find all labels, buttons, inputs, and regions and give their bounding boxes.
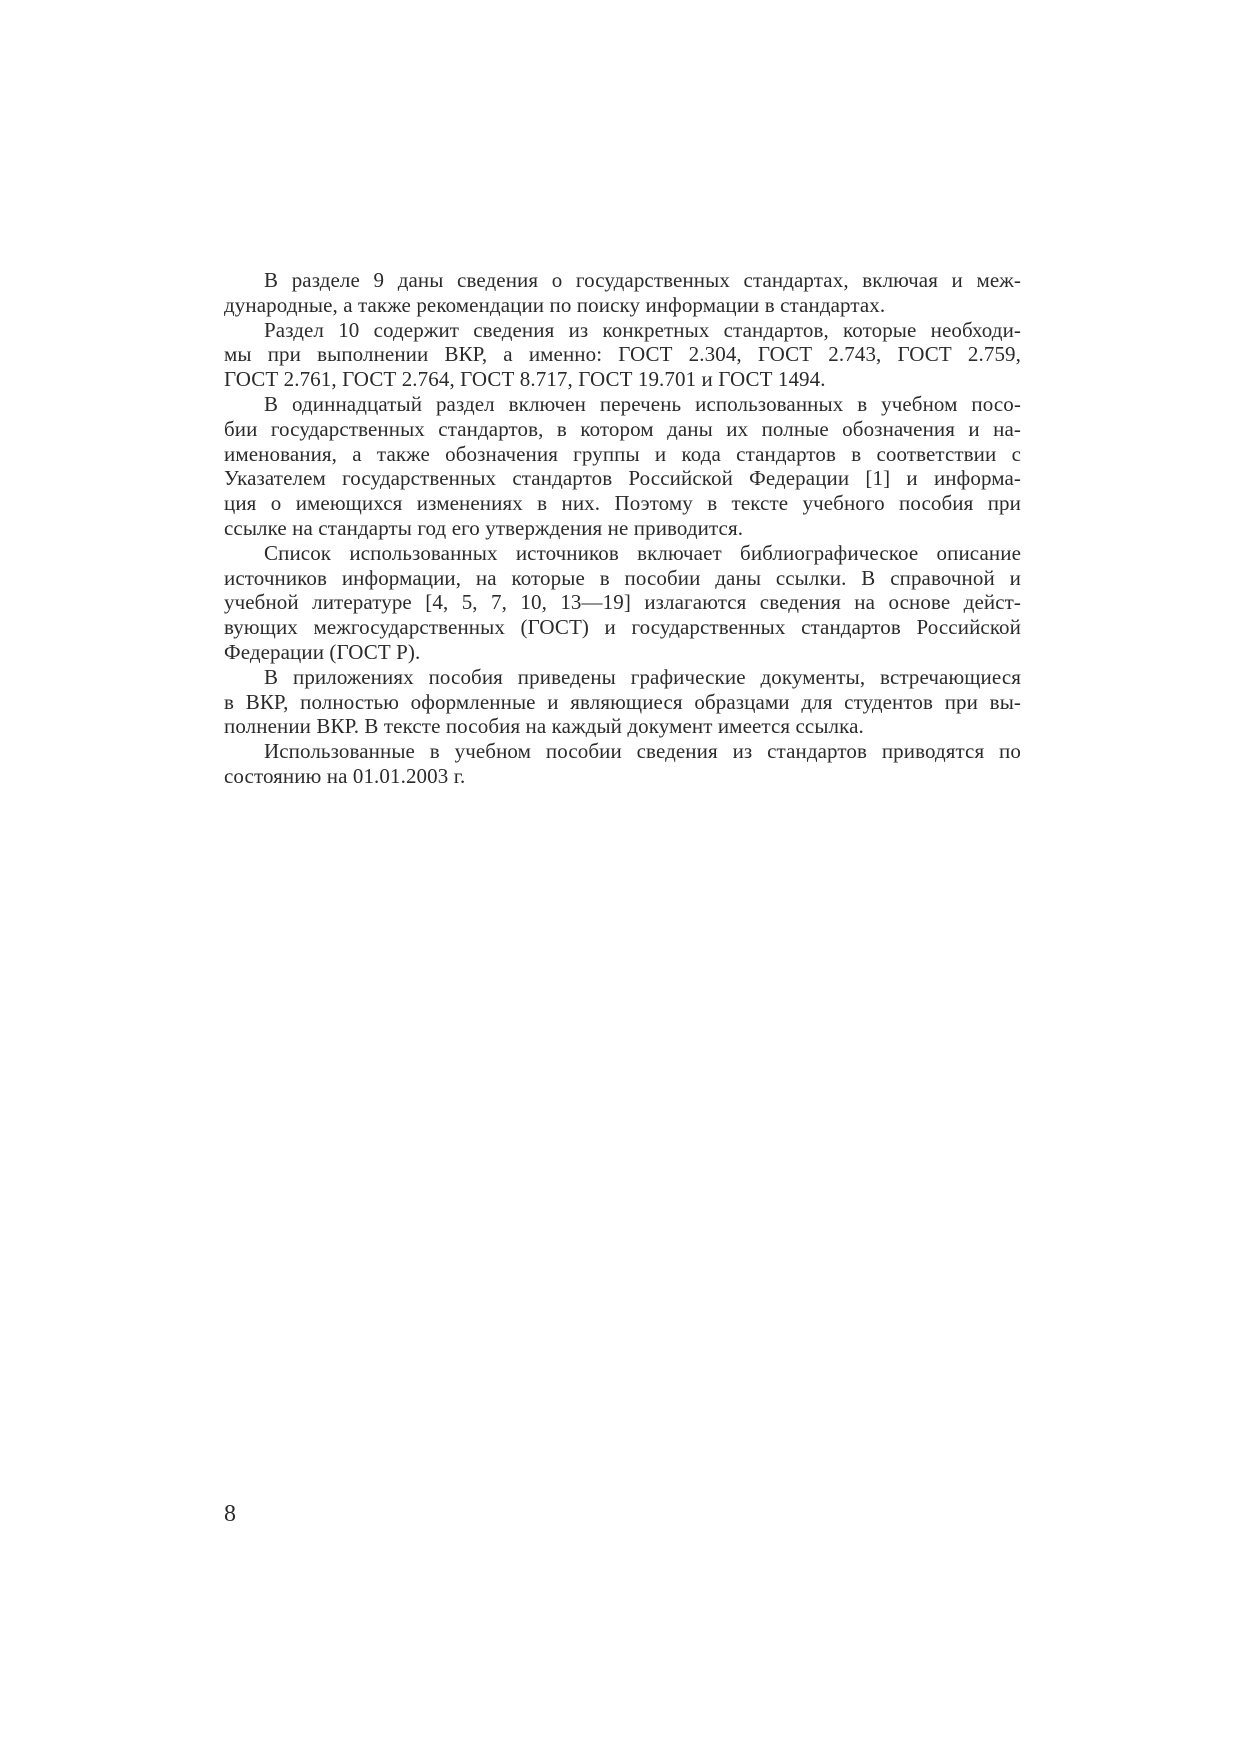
text-line: ГОСТ 2.761, ГОСТ 2.764, ГОСТ 8.717, ГОСТ 19.701 и ГОСТ 1494. (224, 367, 826, 392)
text-line: Использованные в учебном пособии сведения из стандартов приводятся по (264, 739, 1021, 764)
text-line: Список использованных источников включает библиографическое описание (264, 540, 1021, 565)
text-line: состоянию на 01.01.2003 г. (224, 763, 466, 788)
text-line: полнении ВКР. В тексте пособия на каждый документ имеется ссылка. (224, 714, 864, 739)
paragraph-2 (224, 318, 1021, 392)
text-line: бии государственных стандартов, в котором даны их полные обозначения и на- (224, 416, 1021, 441)
text-line: В приложениях пособия приведены графические документы, встречающиеся (264, 664, 1021, 689)
text-line: мы при выполнении ВКР, а именно: ГОСТ 2.304, ГОСТ 2.743, ГОСТ 2.759, (224, 342, 1021, 367)
text-line: источников информации, на которые в пособии даны ссылки. В справочной и (224, 565, 1021, 590)
text-line: Указателем государственных стандартов Российской Федерации [1] и информа- (224, 466, 1021, 491)
text-line: В одиннадцатый раздел включен перечень использованных в учебном посо- (264, 391, 1021, 416)
text-line: ссылке на стандарты год его утверждения не приводится. (224, 515, 744, 540)
paragraph-4 (224, 541, 1021, 665)
text-line: Федерации (ГОСТ Р). (224, 639, 421, 664)
paragraph-6 (224, 739, 1021, 789)
text-line: в ВКР, полностью оформленные и являющиеся образцами для студентов при вы- (224, 689, 1021, 714)
text-line: дународные, а также рекомендации по поиску информации в стандартах. (224, 292, 886, 317)
paragraph-3 (224, 392, 1021, 541)
text-line: учебной литературе [4, 5, 7, 10, 13—19] излагаются сведения на основе дейст- (224, 590, 1021, 615)
paragraph-5 (224, 665, 1021, 739)
text-line: Раздел 10 содержит сведения из конкретных стандартов, которые необходи- (264, 317, 1021, 342)
text-line: вующих межгосударственных (ГОСТ) и государственных стандартов Российской (224, 615, 1021, 640)
text-line: В разделе 9 даны сведения о государственных стандартах, включая и меж- (264, 268, 1021, 292)
text-line: именования, а также обозначения группы и кода стандартов в соответствии с (224, 441, 1021, 466)
body-text (224, 268, 1021, 789)
paragraph-1 (224, 268, 1021, 318)
page-number: 8 (224, 1501, 236, 1527)
text-line: ция о имеющихся изменениях в них. Поэтому в тексте учебного пособия при (224, 491, 1021, 516)
